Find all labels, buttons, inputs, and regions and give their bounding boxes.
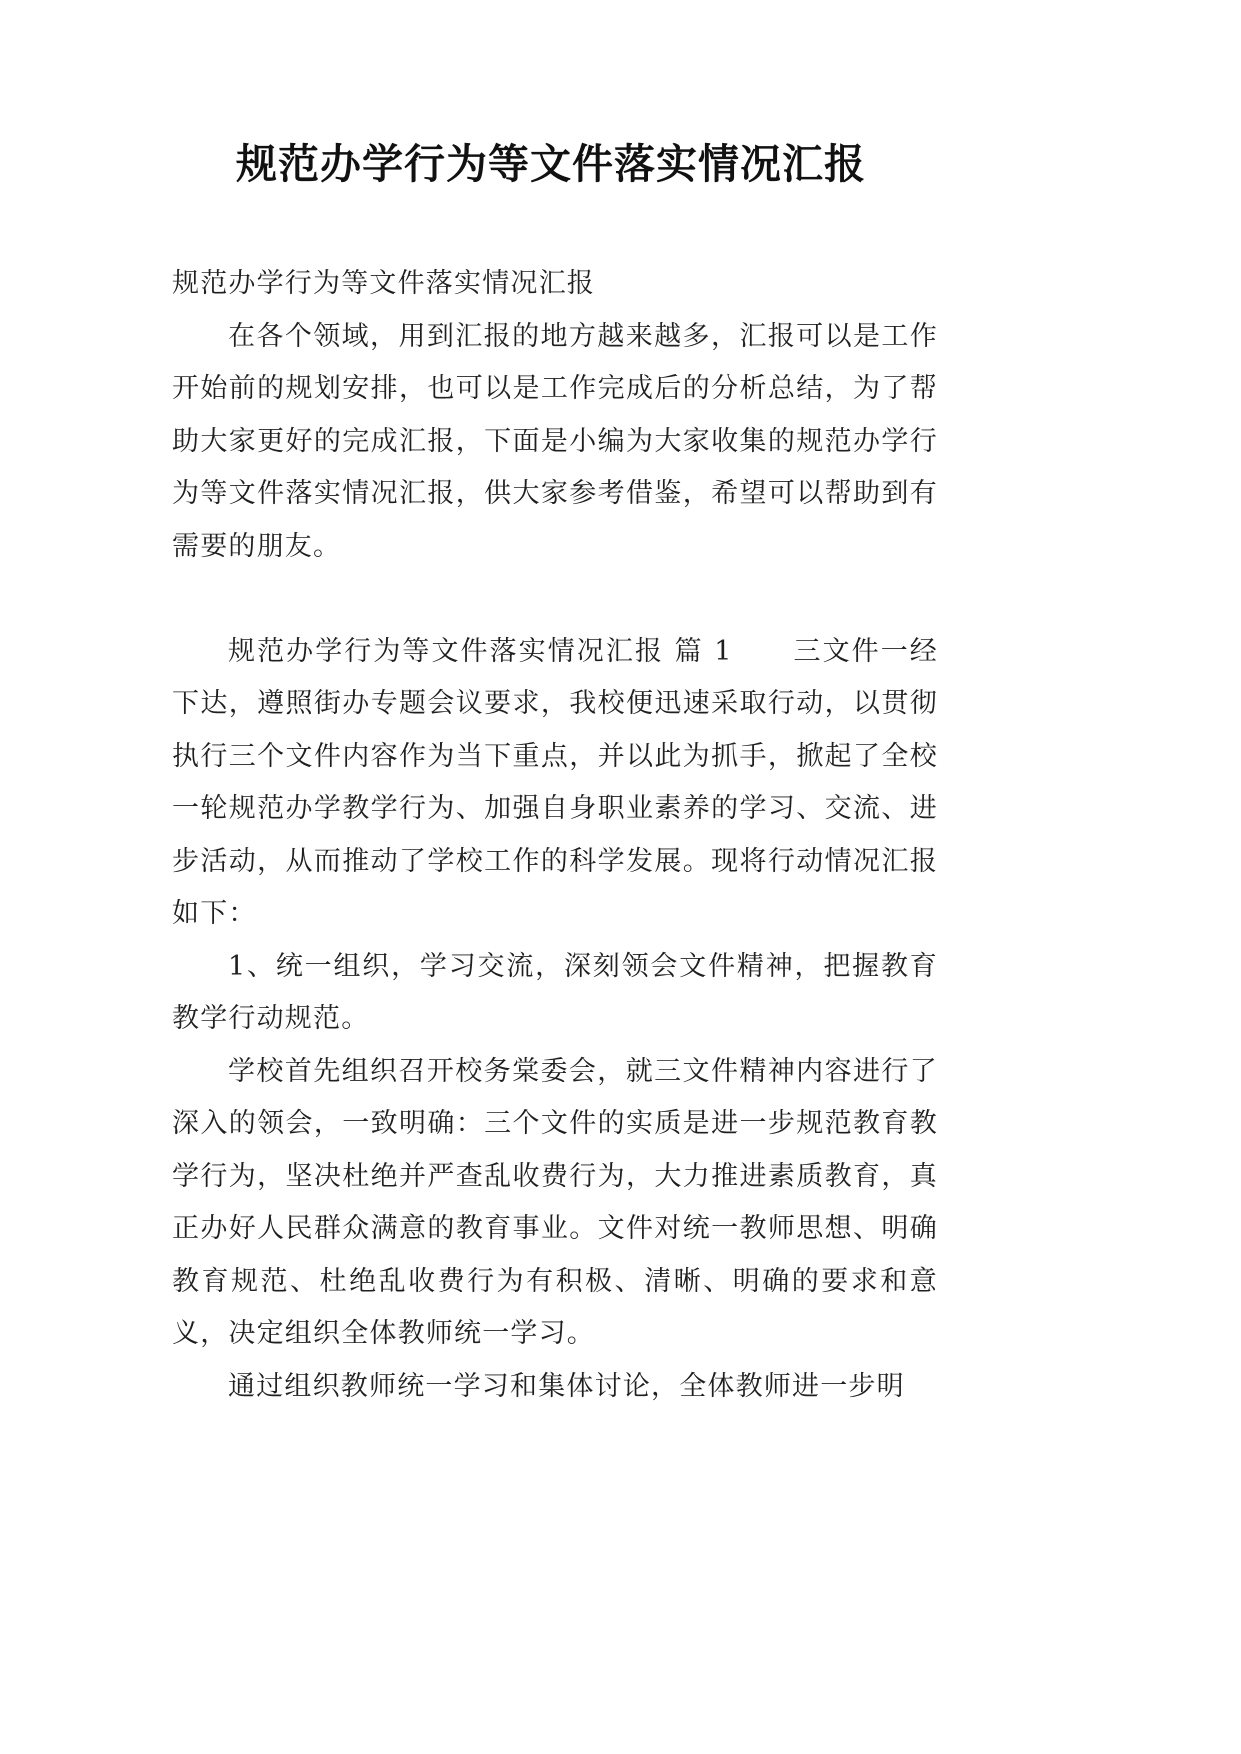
document-body [172, 258, 938, 1413]
paragraph-spacer [172, 573, 938, 626]
document-title: 规范办学行为等文件落实情况汇报 [236, 140, 866, 188]
section-lead-text: 三文件一经下达，遵照街办专题会议要求，我校便迅速采取行动，以贯彻执行三个文件内容作为当下重点，并以此为抓手，掀起了全校一轮规范办学教学行为、加强自身职业素养的学习、交流、进步活动，从而推动了学校工作的科学发展。现将行动情况汇报如下： [172, 635, 939, 929]
section-heading: 规范办学行为等文件落实情况汇报 篇 1 [228, 635, 733, 667]
section-paragraph [172, 626, 938, 941]
body-paragraph-2: 通过组织教师统一学习和集体讨论，全体教师进一步明 [228, 1370, 905, 1402]
document-subtitle: 规范办学行为等文件落实情况汇报 [172, 268, 595, 299]
point-1-paragraph: 1、统一组织，学习交流，深刻领会文件精神，把握教育教学行动规范。 [172, 950, 938, 1034]
body-paragraph-1: 学校首先组织召开校务棠委会，就三文件精神内容进行了深入的领会，一致明确：三个文件的实质是进一步规范教育教学行为，坚决杜绝并严查乱收费行为，大力推进素质教育，真正办好人民群众满意的教育事业。文件对统一教师思想、明确教育规范、杜绝乱收费行为有积极、清晰、明确的要求和意义，决定组织全体教师统一学习。 [172, 1055, 938, 1349]
intro-paragraph: 在各个领域，用到汇报的地方越来越多，汇报可以是工作开始前的规划安排，也可以是工作完成后的分析总结，为了帮助大家更好的完成汇报，下面是小编为大家收集的规范办学行为等文件落实情况汇报，供大家参考借鉴，希望可以帮助到有需要的朋友。 [172, 320, 938, 562]
